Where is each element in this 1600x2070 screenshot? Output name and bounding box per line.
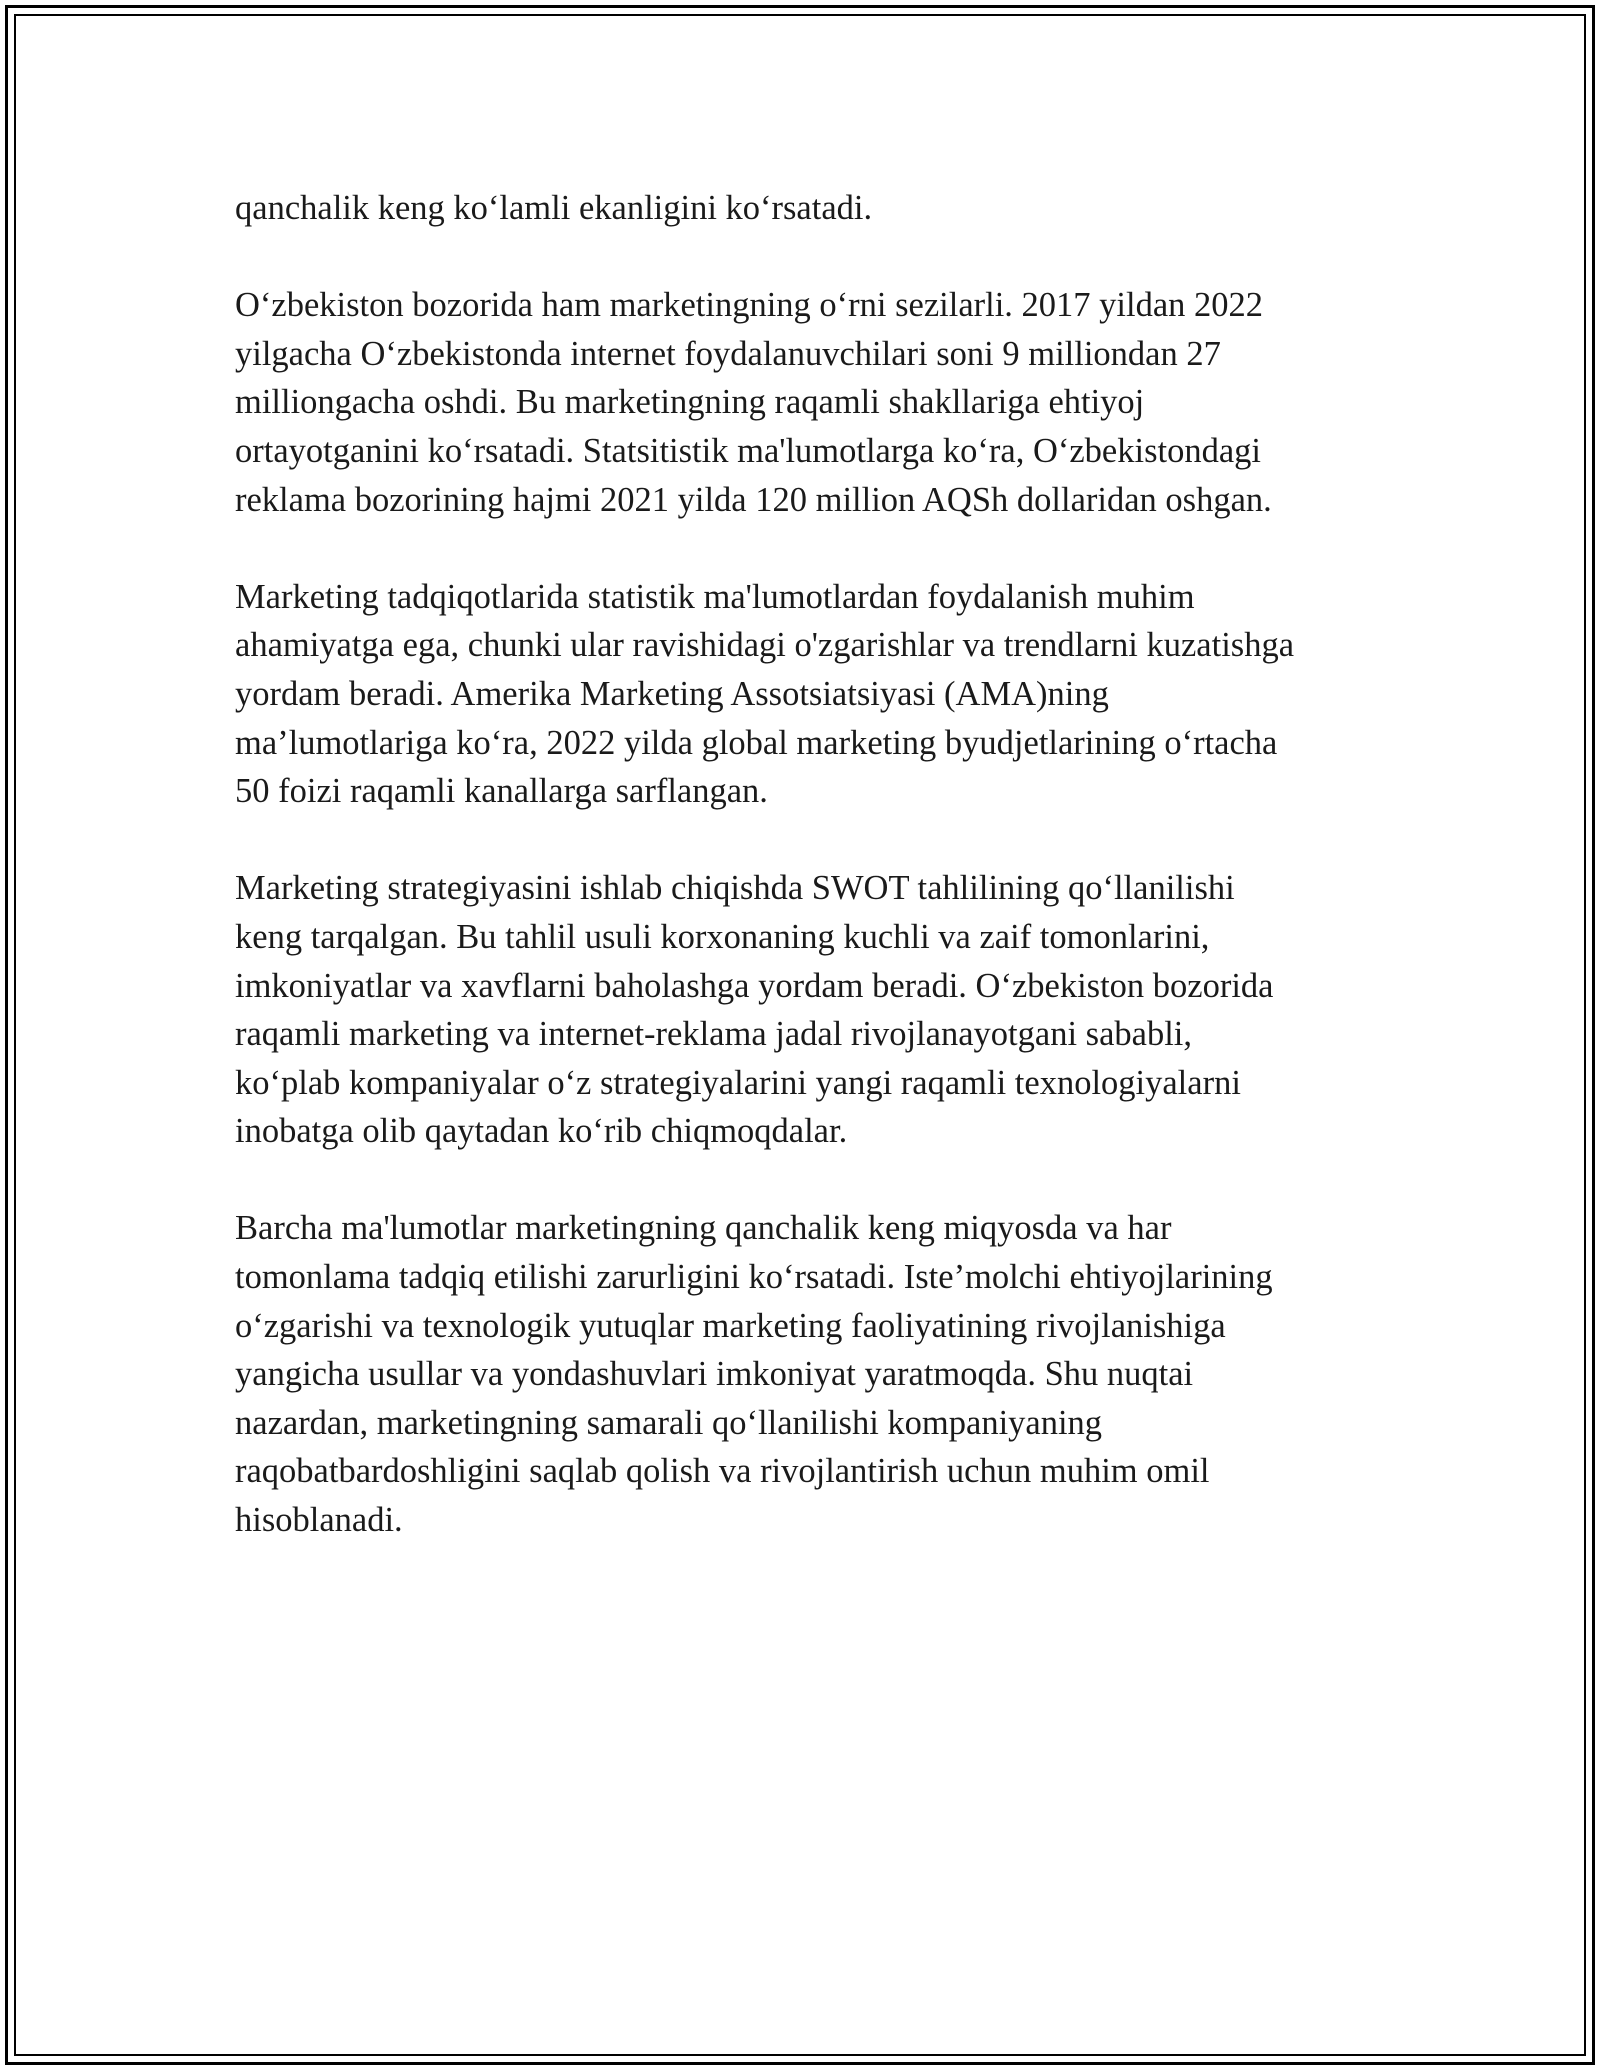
paragraph-5: Barcha ma'lumotlar marketingning qanchalik keng miqyosda va har tomonlama tadqiq etilishi zarurligini ko‘rsatadi. Iste’molchi ehtiyojlarining o‘zgarishi va texnologik yutuqlar marketing faoliyatining rivojlanishiga yangicha usullar va yondashuvlari imkoniyat yaratmoqda. Shu nuqtai nazardan, marketingning samarali qo‘llanilishi kompaniyaning raqobatbardoshligini saqlab qolish va rivojlantirish uchun muhim omil hisoblanadi. <box>235 1209 1273 1540</box>
paragraph-2: O‘zbekiston bozorida ham marketingning o‘rni sezilarli. 2017 yildan 2022 yilgacha O‘zbekistonda internet foydalanuvchilari soni 9 milliondan 27 milliongacha oshdi. Bu marketingning raqamli shakllariga ehtiyoj ortayotganini ko‘rsatadi. Statsitistik ma'lumotlarga ko‘ra, O‘zbekistondagi reklama bozorining hajmi 2021 yilda 120 million AQSh dollaridan oshgan. <box>235 286 1272 519</box>
paragraph-4: Marketing strategiyasini ishlab chiqishda SWOT tahlilining qo‘llanilishi keng tarqalgan. Bu tahlil usuli korxonaning kuchli va zaif tomonlarini, imkoniyatlar va xavflarni baholashga yordam beradi. O‘zbekiston bozorida raqamli marketing va internet-reklama jadal rivojlanayotgani sababli, ko‘plab kompaniyalar o‘z strategiyalarini yangi raqamli texnologiyalarni inobatga olib qaytadan ko‘rib chiqmoqdalar. <box>235 869 1274 1151</box>
document-body <box>235 184 1365 1593</box>
paragraph-1: qanchalik keng ko‘lamli ekanligini ko‘rsatadi. <box>235 189 873 227</box>
paragraph-3: Marketing tadqiqotlarida statistik ma'lumotlardan foydalanish muhim ahamiyatga ega, chunki ular ravishidagi o'zgarishlar va trendlarni kuzatishga yordam beradi. Amerika Marketing Assotsiatsiyasi (AMA)ning ma’lumotlariga ko‘ra, 2022 yilda global marketing byudjetlarining o‘rtacha 50 foizi raqamli kanallarga sarflangan. <box>235 577 1295 811</box>
